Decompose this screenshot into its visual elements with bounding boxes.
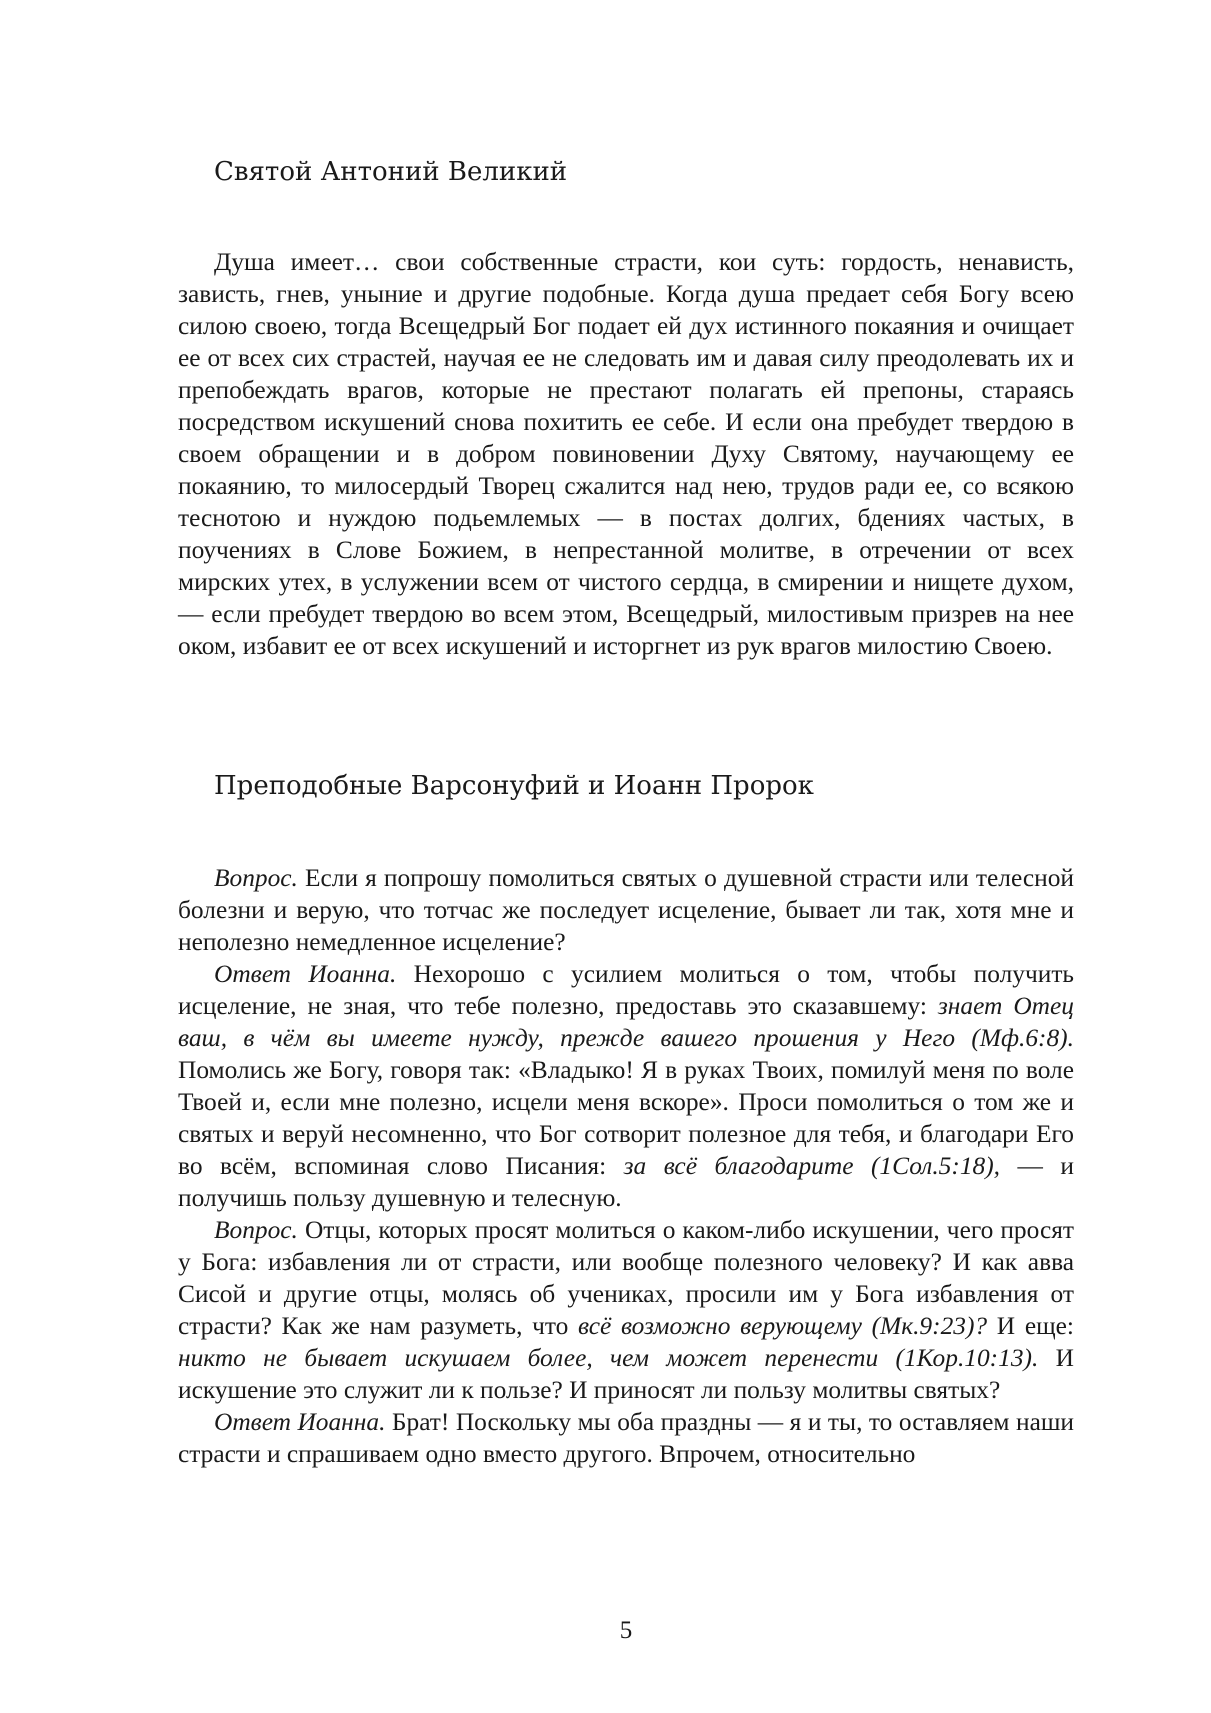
question-text: Отцы, которых просят молиться о каком-либо искушении, чего просят у Бога: избавления ли от страсти, или вообще полезного человеку? И как авва Сисой и другие отцы, молясь об учениках, просили им у Бога избавления от страсти? Как же нам разуметь, что: [178, 1216, 1074, 1340]
answer-text: Помолись же Богу, говоря так: «Владыко! Я в руках Твоих, помилуй меня по воле Твоей и, если мне полезно, исцели меня вскоре». Проси помолиться о том же и святых и веруй несомненно, что Бог сотворит полезное для тебя, и благодари Его во всём, вспоминая слово Писания:: [178, 1056, 1074, 1180]
paragraph-question-1: [178, 862, 1074, 958]
paragraph-answer-2: [178, 1406, 1074, 1470]
document-page: [178, 0, 1074, 1713]
section-antony-body: [178, 246, 1074, 662]
question-text: И еще:: [987, 1312, 1074, 1340]
question-label: Вопрос.: [214, 1216, 298, 1244]
question-label: Вопрос.: [214, 864, 298, 892]
question-text: Если я попрошу помолиться святых о душевной страсти или телесной болезни и верую, что тотчас же последует исцеление, бывает ли так, хотя мне и неполезно немедленное исцеление?: [178, 864, 1074, 956]
page-number: 5: [619, 1617, 633, 1644]
section-barsanuphius-body: [178, 862, 1074, 1470]
paragraph-answer-1: [178, 958, 1074, 1214]
scripture-quote: всё возможно верующему (Мк.9:23)?: [578, 1312, 988, 1340]
answer-label: Ответ Иоанна.: [214, 960, 397, 988]
answer-text: Брат! Поскольку мы оба праздны — я и ты, то оставляем наши страсти и спрашиваем одно вместо другого. Впрочем, относительно: [178, 1408, 1074, 1468]
question-text: И искушение это служит ли к пользе? И приносят ли пользу молитвы святых?: [178, 1344, 1074, 1404]
answer-label: Ответ Иоанна.: [214, 1408, 386, 1436]
section-heading-barsanuphius: Преподобные Варсонуфий и Иоанн Пророк: [214, 771, 814, 801]
scripture-quote: за всё благодарите (1Сол.5:18),: [623, 1152, 1001, 1180]
scripture-quote: никто не бывает искушаем более, чем может перенести (1Кор.10:13).: [178, 1344, 1039, 1372]
paragraph-question-2: [178, 1214, 1074, 1406]
answer-text: Нехорошо с усилием молиться о том, чтобы получить исцеление, не зная, что тебе полезно, предоставь это сказавшему:: [178, 960, 1074, 1020]
paragraph-antony: Душа имеет… свои собственные страсти, кои суть: гордость, ненависть, зависть, гнев, уныние и другие подобные. Когда душа предает себя Богу всею силою своею, тогда Всещедрый Бог подает ей дух истинного покаяния и очищает ее от всех сих страстей, научая ее не следовать им и давая силу преодолевать их и препобеждать врагов, которые не престают полагать ей препоны, стараясь посредством искушений снова похитить ее себе. И если она пребудет твердою в своем обращении и в добром повиновении Духу Святому, научающему ее покаянию, то милосердый Творец сжалится над нею, трудов ради ее, со всякою теснотою и нуждою подьемлемых — в постах долгих, бдениях частых, в поучениях в Слове Божием, в непрестанной молитве, в отречении от всех мирских утех, в услужении всем от чистого сердца, в смирении и нищете духом, — если пребудет твердою во всем этом, Всещедрый, милостивым призрев на нее оком, избавит ее от всех искушений и исторгнет из рук врагов милостию Своею.: [178, 248, 1074, 660]
answer-text: — и получишь пользу душевную и телесную.: [178, 1152, 1074, 1212]
scripture-quote: знает Отец ваш, в чём вы имеете нужду, прежде вашего прошения у Него (Мф.6:8).: [178, 992, 1074, 1052]
section-heading-antony: Святой Антоний Великий: [214, 157, 568, 187]
